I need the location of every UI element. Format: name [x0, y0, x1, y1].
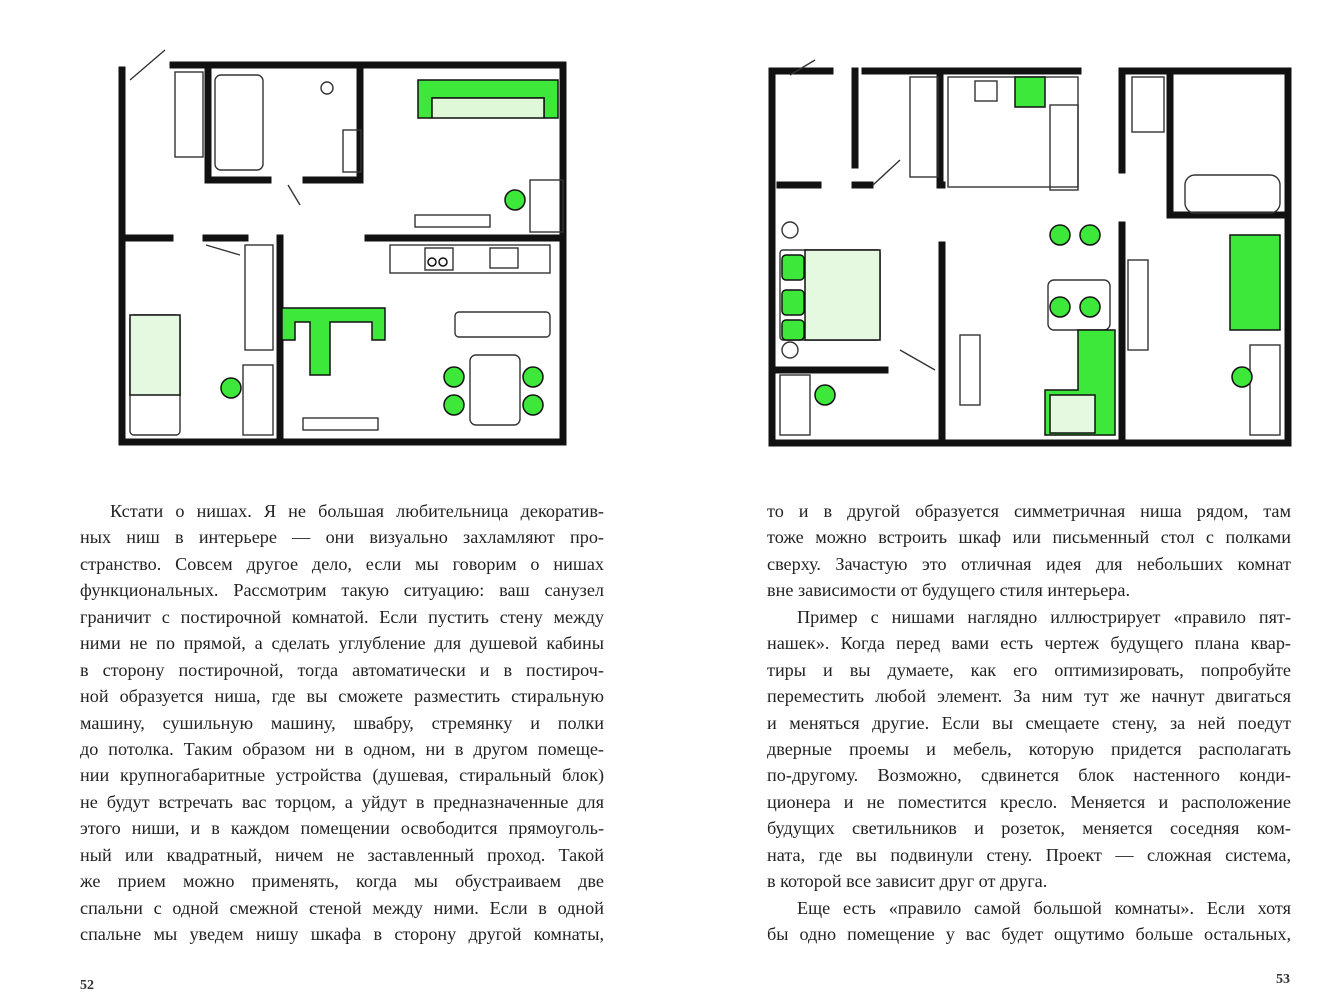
text-line: граничит с постирочной комнатой. Если пустить стену между [80, 606, 604, 627]
page-number-right: 53 [1276, 972, 1290, 987]
text-line: по-другому. Возможно, сдвинется блок настенного конди- [767, 765, 1291, 786]
right-page-text [767, 498, 1291, 947]
text-line: вне зависимости от будущего стиля интерьера. [767, 580, 1131, 601]
text-line: Пример с нишами наглядно иллюстрирует «правило пят- [797, 606, 1291, 627]
text-line: переместить любой элемент. За ним тут же начнут двигаться [767, 686, 1291, 707]
text-line: тиры и вы думаете, как его оптимизировать, попробуйте [767, 659, 1291, 680]
text-line: и меняться другие. Если вы смещаете стену, за ней поедут [767, 712, 1291, 733]
text-line: спальне мы уведем нишу шкафа в сторону другой комнаты, [80, 924, 604, 944]
floor-plan-left [110, 40, 580, 455]
text-line: нии крупногабаритные устройства (душевая, стиральный блок) [80, 765, 604, 786]
text-line: странство. Совсем другое дело, если мы говорим о нишах [80, 553, 604, 574]
text-line: не будут встречать вас торцом, а уйдут в предназначенные для [80, 791, 604, 812]
text-line: то и в другой образуется симметричная ниша рядом, там [767, 501, 1291, 521]
text-line: бы одно помещение у вас будет ощутимо больше остальных, [767, 924, 1291, 944]
text-line: функциональных. Рассмотрим такую ситуацию: ваш санузел [80, 580, 604, 601]
text-line: до потолка. Таким образом ни в одном, ни в другом помеще- [80, 738, 604, 759]
text-line: ними не по прямой, а сделать углубление для душевой кабины [80, 633, 604, 654]
text-line: же прием можно применять, когда мы обустраиваем две [80, 871, 604, 892]
text-line: ных ниш в интерьере — они визуально захламляют про- [80, 527, 604, 548]
text-line: машину, сушильную машину, швабру, стремянку и полки [80, 712, 604, 733]
text-line: этого ниши, и в каждом помещении освободится прямоуголь- [80, 818, 604, 839]
floor-plan-right [760, 45, 1300, 455]
text-line: в сторону постирочной, тогда автоматически и в постироч- [80, 659, 604, 680]
text-line: Еще есть «правило самой большой комнаты». Если хотя [797, 897, 1291, 918]
page-number-left: 52 [80, 978, 94, 993]
text-line: ционера и не поместится кресло. Меняется и расположение [767, 791, 1291, 812]
text-line: спальни с одной смежной стеной между ними. Если в одной [80, 897, 604, 918]
left-page-text [80, 498, 604, 947]
text-line: в которой все зависит друг от друга. [767, 871, 1048, 892]
text-line: дверные проемы и мебель, которую придется располагать [767, 738, 1291, 759]
text-line: ната, где вы подвинули стену. Проект — сложная система, [767, 844, 1291, 865]
text-line: ной образуется ниша, где вы сможете разместить стиральную [80, 686, 604, 707]
text-line: Кстати о нишах. Я не большая любительница декоратив- [110, 501, 604, 521]
text-line: ный или квадратный, ничем не заставленный проход. Такой [80, 844, 604, 865]
text-line: тоже можно встроить шкаф или письменный стол с полками [767, 527, 1291, 548]
text-line: сверху. Зачастую это отличная идея для небольших комнат [767, 553, 1291, 574]
text-line: будущих светильников и розеток, меняется соседняя ком- [767, 818, 1291, 839]
text-line: нашек». Когда перед вами есть чертеж будущего плана квар- [767, 633, 1291, 654]
